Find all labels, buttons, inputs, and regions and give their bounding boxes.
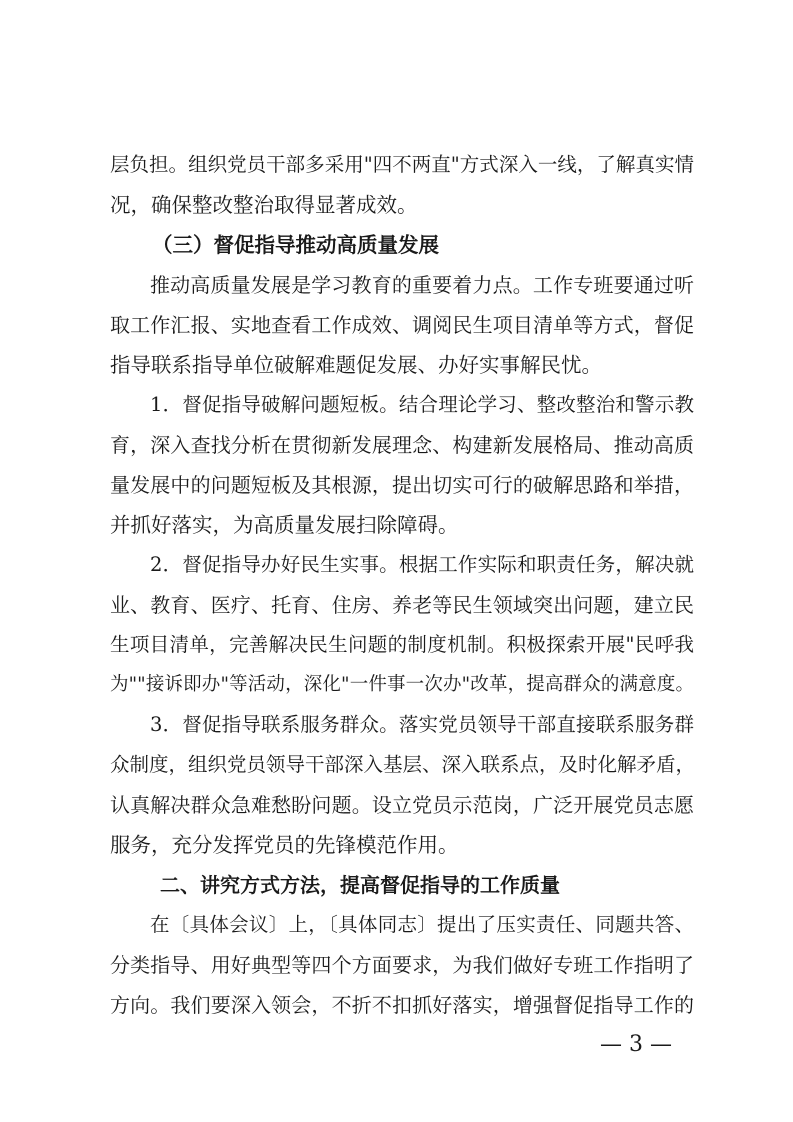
body-text-line: 量发展中的问题短板及其根源，提出切实可行的破解思路和举措， <box>110 473 694 497</box>
section-subheading: （三）督促指导推动高质量发展 <box>152 233 439 257</box>
list-item-line: 3．督促指导联系服务群众。落实党员领导干部直接联系服务群 <box>150 713 694 736</box>
body-text-line: 生项目清单，完善解决民生问题的制度机制。积极探索开展"民呼我 <box>110 633 694 656</box>
page-number: — 3 — <box>600 1032 672 1057</box>
body-text-line: 层负担。组织党员干部多采用"四不两直"方式深入一线，了解真实情 <box>110 153 694 176</box>
body-text-line: 众制度，组织党员领导干部深入基层、深入联系点，及时化解矛盾， <box>110 753 696 776</box>
section-heading: 二、讲究方式方法，提高督促指导的工作质量 <box>160 873 560 897</box>
body-text-line: 为""接诉即办"等活动，深化"一件事一次办"改革，提高群众的满意度。 <box>110 674 694 695</box>
body-text-line: 服务，充分发挥党员的先锋模范作用。 <box>110 833 459 857</box>
body-text-line: 分类指导、用好典型等四个方面要求，为我们做好专班工作指明了 <box>110 953 694 977</box>
body-text-line: 育，深入查找分析在贯彻新发展理念、构建新发展格局、推动高质 <box>110 433 694 457</box>
body-text-line: 并抓好落实，为高质量发展扫除障碍。 <box>110 513 459 537</box>
body-text-line: 况，确保整改整治取得显著成效。 <box>110 193 418 217</box>
body-text-line: 认真解决群众急难愁盼问题。设立党员示范岗，广泛开展党员志愿 <box>110 793 694 817</box>
list-item-line: 2．督促指导办好民生实事。根据工作实际和职责任务，解决就 <box>150 553 694 576</box>
list-item-line: 1．督促指导破解问题短板。结合理论学习、整改整治和警示教 <box>150 393 694 416</box>
body-text-line: 推动高质量发展是学习教育的重要着力点。工作专班要通过听 <box>150 273 694 297</box>
body-text-line: 指导联系指导单位破解难题促发展、办好实事解民忧。 <box>110 353 602 377</box>
body-text-line: 取工作汇报、实地查看工作成效、调阅民生项目清单等方式，督促 <box>110 313 694 337</box>
body-text-line: 在〔具体会议〕上，〔具体同志〕提出了压实责任、同题共答、 <box>150 913 694 936</box>
body-text-line: 业、教育、医疗、托育、住房、养老等民生领域突出问题，建立民 <box>110 593 694 617</box>
body-text-line: 方向。我们要深入领会，不折不扣抓好落实，增强督促指导工作的 <box>110 993 694 1017</box>
